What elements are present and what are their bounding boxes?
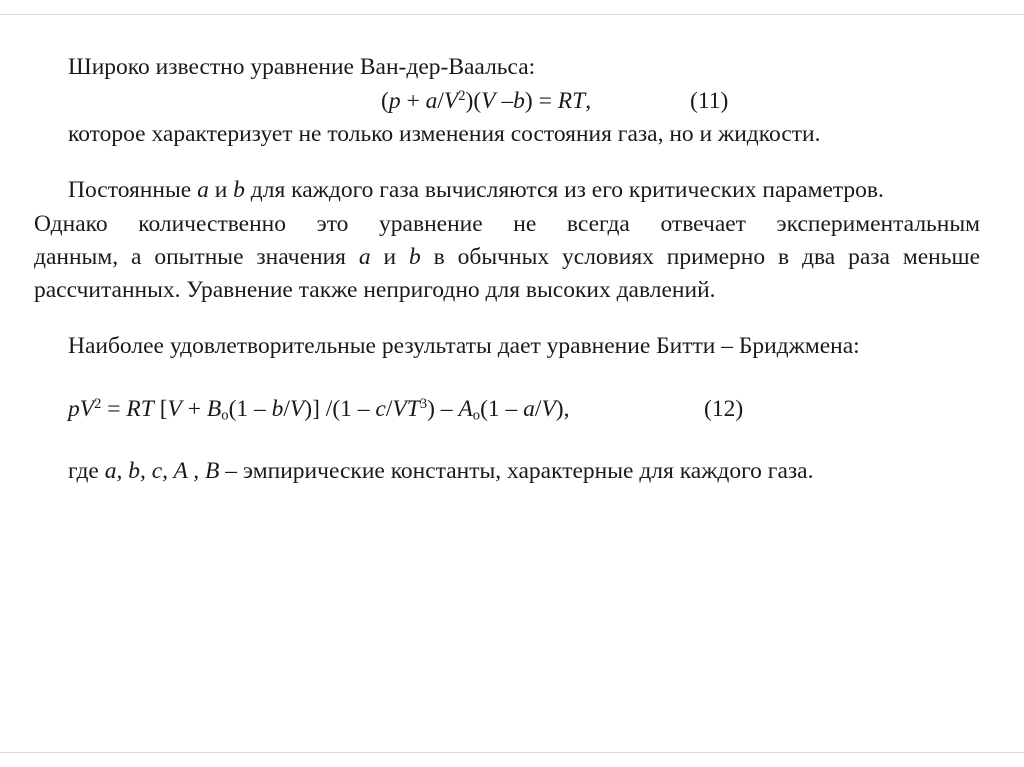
- constants-line-3-start: данным, а опытные значения: [34, 244, 346, 270]
- van-der-waals-description: которое характеризует не только изменения состояния газа, но и жидкости.: [68, 121, 821, 147]
- var-b-2: b: [409, 244, 421, 270]
- var-a-2: a: [358, 244, 371, 270]
- constants-list: a, b, c, A , B: [104, 458, 220, 484]
- constants-line-3-end: в обычных условиях примерно в два раза меньше: [433, 244, 980, 270]
- equation-number-11: (11): [690, 88, 729, 114]
- document-body: [34, 0, 980, 767]
- constants-line-1-end: для каждого газа вычисляются из его критических параметров.: [250, 177, 884, 203]
- where-word: где: [68, 458, 99, 484]
- constants-line-3: [34, 240, 980, 275]
- constants-line-2: Однако количественно это уравнение не всегда отвечает экспериментальным: [34, 211, 980, 237]
- equation-van-der-waals: $(p + a/V^2)(V$ –b) = RT,: [381, 88, 592, 114]
- and-word-2: и: [383, 244, 397, 270]
- intro-van-der-waals: Широко известно уравнение Ван-дер-Ваальса:: [68, 54, 536, 80]
- beattie-bridgeman-intro: Наиболее удовлетворительные результаты дает уравнение Битти – Бриджмена:: [68, 333, 860, 359]
- constants-line-1-start: Постоянные: [68, 177, 192, 203]
- constants-line-1: [68, 173, 884, 208]
- var-a: a: [197, 177, 209, 203]
- constants-line-4: рассчитанных. Уравнение также непригодно для высоких давлений.: [34, 277, 716, 303]
- equation-beattie-bridgeman: $pV^2$ = RT $[V + B_o(1 - b/V)]$ $/(1 - c/VT^3) - A_o(1 - a/V)$,: [68, 396, 570, 424]
- constants-definition: [68, 454, 813, 489]
- constants-description: – эмпирические константы, характерные для каждого газа.: [225, 458, 814, 484]
- equation-number-12: (12): [704, 396, 744, 422]
- and-word: и: [214, 177, 228, 203]
- var-b: b: [233, 177, 245, 203]
